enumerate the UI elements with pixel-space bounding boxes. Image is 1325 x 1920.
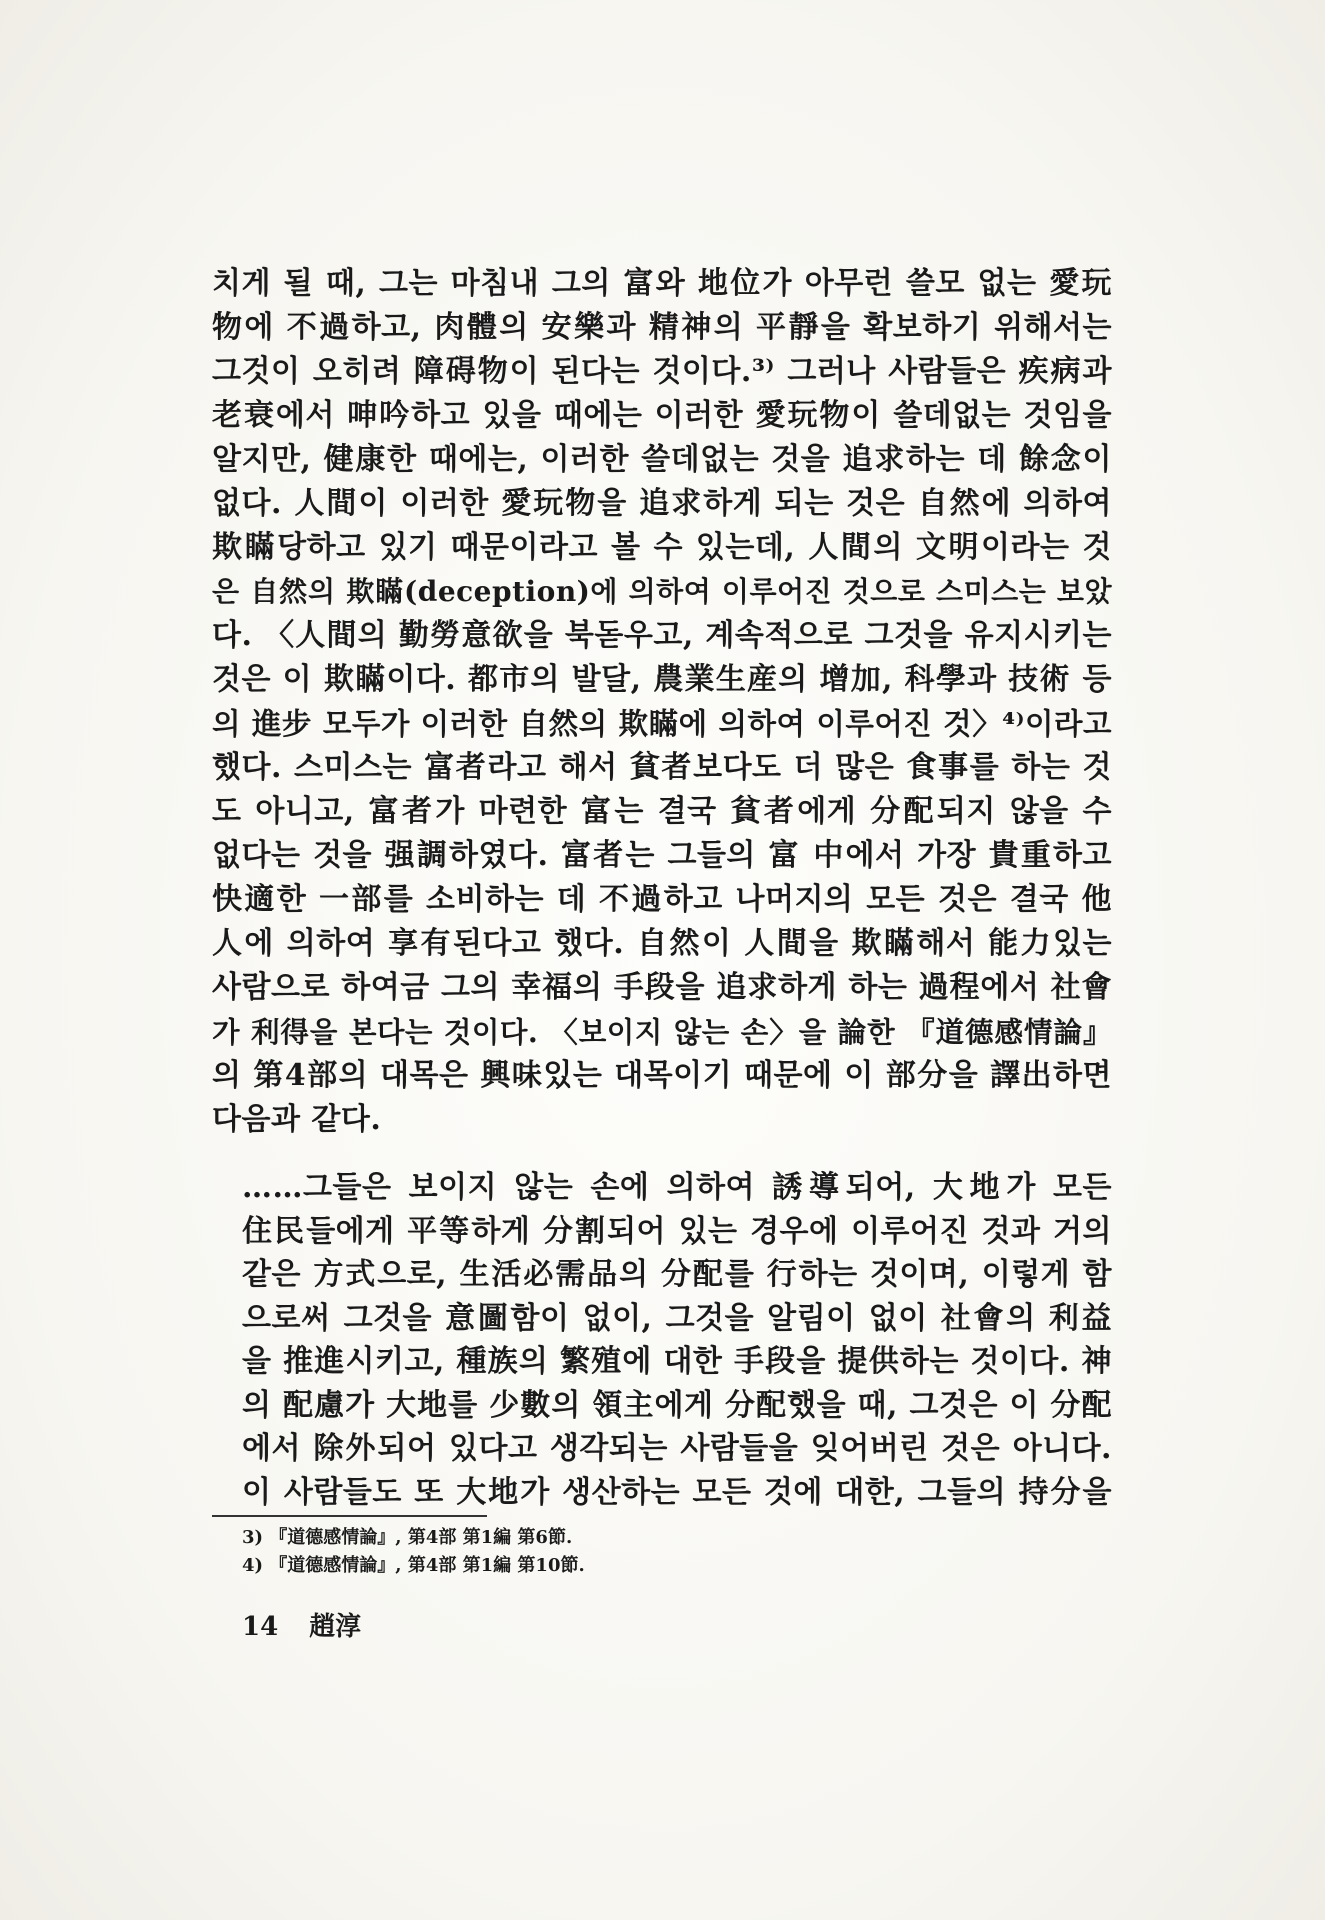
quote-line: 이 사람들도 또 大地가 생산하는 모든 것에 대한, 그들의 持分을	[242, 1474, 1112, 1510]
body-line: 欺瞞당하고 있기 때문이라고 볼 수 있는데, 人間의 文明이라는 것	[212, 530, 1112, 565]
quote-line: 의 配慮가 大地를 少數의 領主에게 分配했을 때, 그것은 이 分配	[242, 1387, 1112, 1423]
body-line: 快適한 一部를 소비하는 데 不過하고 나머지의 모든 것은 결국 他	[212, 882, 1112, 917]
block-quote	[242, 1166, 1112, 1514]
quote-line: 같은 方式으로, 生活必需品의 分配를 行하는 것이며, 이렇게 함	[242, 1257, 1112, 1292]
body-line: 치게 될 때, 그는 마침내 그의 富와 地位가 아무런 쓸모 없는 愛玩	[212, 266, 1112, 301]
page-footer	[242, 1610, 361, 1644]
quote-line: ……그들은 보이지 않는 손에 의하여 誘導되어, 大地가 모든	[242, 1170, 1112, 1205]
body-line: 도 아니고, 富者가 마련한 富는 결국 貧者에게 分配되지 않을 수	[212, 794, 1112, 829]
footnote: 4) 『道德感情論』, 第4部 第1編 第10節.	[242, 1555, 585, 1576]
body-line: 다. 〈人間의 勤勞意欲을 북돋우고, 계속적으로 그것을 유지시키는	[212, 618, 1112, 653]
body-line: 사람으로 하여금 그의 幸福의 手段을 追求하게 하는 過程에서 社會	[212, 970, 1112, 1005]
body-line: 다음과 같다.	[212, 1102, 382, 1137]
body-line: 그것이 오히려 障碍物이 된다는 것이다.³⁾ 그러나 사람들은 疾病과	[212, 354, 1112, 389]
body-line: 은 自然의 欺瞞(deception)에 의하여 이루어진 것으로 스미스는 보았	[212, 575, 1112, 608]
body-line: 알지만, 健康한 때에는, 이러한 쓸데없는 것을 追求하는 데 餘念이	[212, 442, 1112, 477]
body-line: 老衰에서 呻吟하고 있을 때에는 이러한 愛玩物이 쓸데없는 것임을	[212, 398, 1112, 433]
body-line: 人에 의하여 享有된다고 했다. 自然이 人間을 欺瞞해서 能力있는	[212, 926, 1112, 961]
quote-line: 住民들에게 平等하게 分割되어 있는 경우에 이루어진 것과 거의	[242, 1213, 1112, 1249]
quote-line: 에서 除外되어 있다고 생각되는 사람들을 잊어버린 것은 아니다.	[242, 1431, 1112, 1466]
body-text	[212, 262, 1112, 1142]
body-line: 했다. 스미스는 富者라고 해서 貧者보다도 더 많은 食事를 하는 것	[212, 750, 1112, 785]
page-number: 14	[242, 1612, 279, 1642]
body-line: 없다. 人間이 이러한 愛玩物을 追求하게 되는 것은 自然에 의하여	[212, 486, 1112, 521]
quote-line: 으로써 그것을 意圖함이 없이, 그것을 알림이 없이 社會의 利益	[242, 1300, 1112, 1336]
footnote-divider	[212, 1515, 487, 1517]
footnotes	[242, 1524, 842, 1580]
body-line: 없다는 것을 强調하였다. 富者는 그들의 富 中에서 가장 貴重하고	[212, 838, 1112, 873]
body-line: 것은 이 欺瞞이다. 都市의 발달, 農業生産의 增加, 科學과 技術 등	[212, 662, 1112, 697]
body-line: 의 第4部의 대목은 興味있는 대목이기 때문에 이 部分을 譯出하면	[212, 1058, 1112, 1093]
body-line: 의 進步 모두가 이러한 自然의 欺瞞에 의하여 이루어진 것〉⁴⁾이라고	[212, 706, 1112, 741]
body-line: 物에 不過하고, 肉體의 安樂과 精神의 平靜을 확보하기 위해서는	[212, 310, 1112, 345]
footnote: 3) 『道德感情論』, 第4部 第1編 第6節.	[242, 1527, 573, 1548]
running-author: 趙淳	[309, 1612, 362, 1642]
quote-line: 을 推進시키고, 種族의 繁殖에 대한 手段을 提供하는 것이다. 神	[242, 1344, 1112, 1379]
body-line: 가 利得을 본다는 것이다. 〈보이지 않는 손〉을 論한 『道德感情論』	[212, 1015, 1112, 1049]
